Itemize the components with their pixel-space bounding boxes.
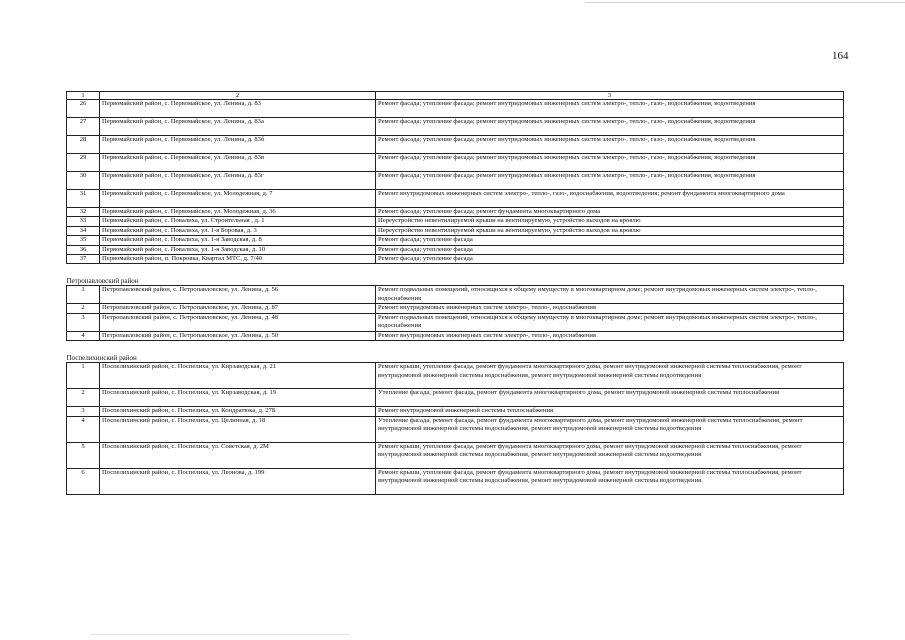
row-works: Ремонт фасада; утепление фасада — [376, 236, 844, 245]
row-works: Утепление фасада, ремонт фасада, ремонт фундамента многоквартирного дома, ремонт внутридомовой инженерной системы теплоснабжения — [376, 389, 844, 407]
row-address: Первомайский район, с. Первомайское, ул. Молодежная, д. 36 — [100, 208, 376, 217]
table-row — [67, 255, 844, 264]
row-works: Ремонт фасада; утепление фасада; ремонт внутридомовых инженерных систем электро-, тепло-, газо-, водоснабжения, водоотведения — [376, 118, 844, 136]
row-address: Первомайский район, с. Первомайское, ул. Молодежная, д. 7 — [100, 190, 376, 208]
row-number: 27 — [67, 118, 100, 136]
row-number: 2 — [67, 304, 100, 313]
row-works: Ремонт фасада; утепление фасада — [376, 255, 844, 264]
row-works: Ремонт подвальных помещений, относящихся к общему имуществу в многоквартирном доме; ремонт внутридомовых инженерных систем электро-, тепло-, водоснабжения — [376, 313, 844, 331]
row-address: Поспелихинский район, с. Поспелиха, ул. Леонова, д. 199 — [100, 468, 376, 494]
row-address: Поспелихинский район, с. Поспелиха, ул. Кирзаводская, д. 19 — [100, 389, 376, 407]
row-works: Переустройство невентилируемой крыши на вентилируемую, устройство выходов на кровлю — [376, 226, 844, 235]
table-row — [67, 389, 844, 407]
row-address: Петропавловский район, с. Петропавловское, ул. Ленина, д. 87 — [100, 304, 376, 313]
row-address: Первомайский район, с. Первомайское, ул. Ленина, д. 83г — [100, 172, 376, 190]
table-row — [67, 154, 844, 172]
section-header-row — [67, 353, 844, 363]
table-row — [67, 416, 844, 442]
table-row — [67, 442, 844, 468]
row-works: Ремонт фасада; утепление фасада; ремонт фундамента многоквартирного дома — [376, 208, 844, 217]
table-row — [67, 313, 844, 331]
table-row — [67, 190, 844, 208]
row-number: 1 — [67, 363, 100, 389]
row-number: 30 — [67, 172, 100, 190]
page-number: 164 — [832, 50, 849, 62]
row-number: 28 — [67, 136, 100, 154]
row-address: Первомайский район, с. Повалиха, ул. 1-я Заводская, д. 8 — [100, 236, 376, 245]
table-row — [67, 118, 844, 136]
row-number: 3 — [67, 407, 100, 416]
row-works: Ремонт фасада; утепление фасада; ремонт внутридомовых инженерных систем электро-, тепло-, газо-, водоснабжения, водоотведения — [376, 172, 844, 190]
row-works: Ремонт фасада; утепление фасада; ремонт внутридомовых инженерных систем электро-, тепло-, газо-, водоснабжения, водоотведения — [376, 136, 844, 154]
section-title: Петропавловский район — [66, 277, 139, 286]
row-address: Первомайский район, с. Повалиха, ул. Строительная , д. 1 — [100, 217, 376, 226]
row-number: 33 — [67, 217, 100, 226]
row-works: Ремонт фасада; утепление фасада; ремонт внутридомовых инженерных систем электро-, тепло-, газо-, водоснабжения, водоотведения — [376, 100, 844, 118]
row-works: Ремонт крыши, утепление фасада, ремонт фундамента многоквартирного дома, ремонт внутридомовой инженерной системы теплоснабжения, ремонт внутридомовой инженерной системы водоснабжения, ремонт внутридомовой инженерной системы водоотведения — [376, 442, 844, 468]
table-body — [67, 92, 844, 495]
section-gap — [67, 341, 844, 354]
row-address: Поспелихинский район, с. Поспелиха, ул. Кирзаводская, д. 21 — [100, 363, 376, 389]
row-address: Петропавловский район, с. Петропавловское, ул. Ленина, д. 48 — [100, 313, 376, 331]
table-row — [67, 172, 844, 190]
header-col-3: 3 — [376, 92, 844, 100]
table-row — [67, 363, 844, 389]
row-number: 26 — [67, 100, 100, 118]
gap-cell — [67, 341, 844, 354]
row-number: 37 — [67, 255, 100, 264]
table-row — [67, 226, 844, 235]
row-address: Первомайский район, с. Повалиха, ул. 1-я Заводская, д. 10 — [100, 245, 376, 254]
row-number: 1 — [67, 286, 100, 304]
bottom-rule — [90, 634, 350, 635]
row-works: Ремонт внутридомовых инженерных систем электро-, тепло-, газо-, водоснабжения, водоотведения; ремонт фундамента многоквартирного дома — [376, 190, 844, 208]
row-works: Ремонт крыши, утепление фасада, ремонт фундамента многоквартирного дома, ремонт внутридомовой инженерной системы теплоснабжения, ремонт внутридомовой инженерной системы водоснабжения, ремонт внутридомовой инженерной системы водоотведения — [376, 363, 844, 389]
row-works: Ремонт подвальных помещений, относящихся к общему имуществу в многоквартирном доме; ремонт внутридомовых инженерных систем электро-, тепло-, водоснабжения — [376, 286, 844, 304]
row-address: Первомайский район, с. Первомайское, ул. Ленина, д. 83 — [100, 100, 376, 118]
table-row — [67, 136, 844, 154]
top-rule — [585, 2, 905, 3]
section-title: Поспелихинский район — [66, 353, 137, 362]
gap-cell — [67, 264, 844, 277]
row-number: 34 — [67, 226, 100, 235]
row-works: Ремонт внутридомовых инженерных систем электро-, тепло-, водоснабжения — [376, 304, 844, 313]
table-row — [67, 100, 844, 118]
row-number: 5 — [67, 442, 100, 468]
row-number: 4 — [67, 416, 100, 442]
table-row — [67, 245, 844, 254]
row-works: Ремонт крыши, утепление фасада, ремонт фундамента многоквартирного дома, ремонт внутридомовой инженерной системы теплоснабжения, ремонт внутридомовой инженерной системы водоснабжения, ремонт внутридомовой инженерной системы водоотведения — [376, 468, 844, 494]
section-header-row — [67, 276, 844, 286]
row-number: 2 — [67, 389, 100, 407]
row-number: 29 — [67, 154, 100, 172]
row-number: 31 — [67, 190, 100, 208]
table-row — [67, 331, 844, 340]
row-address: Первомайский район, п. Покровка, Квартал МТС, д. 7/40 — [100, 255, 376, 264]
row-address: Поспелихинский район, с. Поспелиха, ул. Целинная, д. 18 — [100, 416, 376, 442]
row-address: Первомайский район, с. Повалиха, ул. 1-я Боровая, д. 3 — [100, 226, 376, 235]
table-row — [67, 407, 844, 416]
table-row — [67, 217, 844, 226]
row-number: 36 — [67, 245, 100, 254]
row-works: Переустройство невентилируемой крыши на вентилируемую, устройство выходов на кровлю — [376, 217, 844, 226]
row-number: 35 — [67, 236, 100, 245]
section-gap — [67, 264, 844, 277]
row-number: 3 — [67, 313, 100, 331]
header-col-2: 2 — [100, 92, 376, 100]
row-address: Первомайский район, с. Первомайское, ул. Ленина, д. 83в — [100, 154, 376, 172]
row-works: Ремонт фасада; утепление фасада — [376, 245, 844, 254]
row-works: Ремонт внутридомовой инженерной системы теплоснабжения — [376, 407, 844, 416]
row-works: Ремонт внутридомовых инженерных систем электро-, тепло-, водоснабжения — [376, 331, 844, 340]
header-col-1: 1 — [67, 92, 100, 100]
row-address: Петропавловский район, с. Петропавловское, ул. Ленина, д. 50 — [100, 331, 376, 340]
table-row — [67, 304, 844, 313]
row-address: Петропавловский район, с. Петропавловское, ул. Ленина, д. 56 — [100, 286, 376, 304]
row-address: Первомайский район, с. Первомайское, ул. Ленина, д. 83а — [100, 118, 376, 136]
header-row — [67, 92, 844, 100]
table-row — [67, 236, 844, 245]
table-row — [67, 286, 844, 304]
table-row — [67, 208, 844, 217]
row-address: Поспелихинский район, с. Поспелиха, ул. Советская, д. 2М — [100, 442, 376, 468]
repair-table — [66, 91, 844, 495]
table-row — [67, 468, 844, 494]
row-works: Ремонт фасада; утепление фасада; ремонт внутридомовых инженерных систем электро-, тепло-, газо-, водоснабжения, водоотведения — [376, 154, 844, 172]
row-works: Утепление фасада, ремонт фасада, ремонт фундамента многоквартирного дома, ремонт внутридомовой инженерной системы теплоснабжения, ремонт внутридомовой инженерной системы водоснабжения, ремонт внутридомовой инженерной системы водоотведения — [376, 416, 844, 442]
row-number: 4 — [67, 331, 100, 340]
row-number: 6 — [67, 468, 100, 494]
row-address: Первомайский район, с. Первомайское, ул. Ленина, д. 83б — [100, 136, 376, 154]
row-number: 32 — [67, 208, 100, 217]
row-address: Поспелихинский район, с. Поспелиха, ул. Кондратюка, д. 27Б — [100, 407, 376, 416]
